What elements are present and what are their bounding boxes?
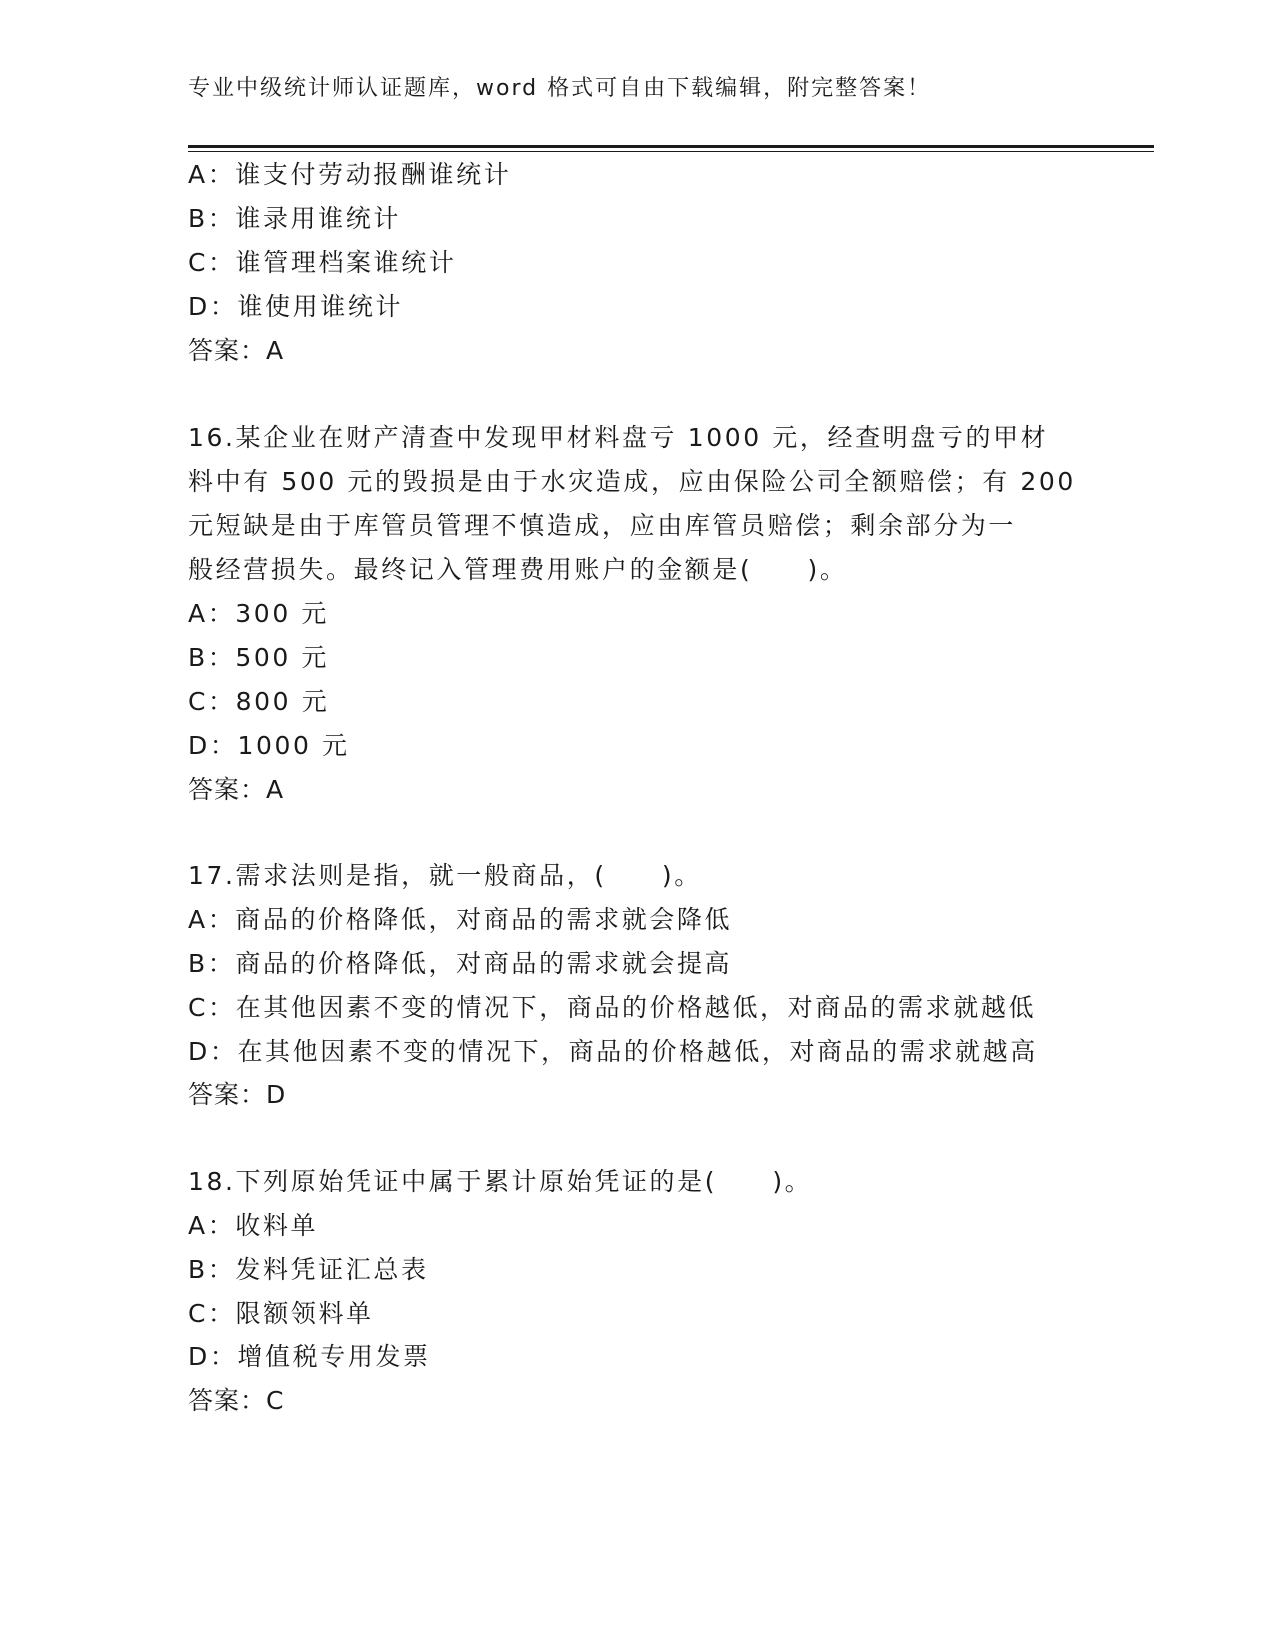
q17-option-a: A：商品的价格降低，对商品的需求就会降低 — [188, 905, 733, 934]
q16-answer: 答案：A — [188, 775, 285, 804]
q15-option-d: D：谁使用谁统计 — [188, 292, 404, 321]
q15-option-c: C：谁管理档案谁统计 — [188, 248, 457, 277]
header-rule-thick — [188, 145, 1154, 148]
q15-answer: 答案：A — [188, 336, 285, 365]
q16-stem-line-4: 般经营损失。最终记入管理费用账户的金额是( )。 — [188, 555, 848, 584]
q16-option-a: A：300 元 — [188, 599, 329, 628]
header-rule-thin — [188, 151, 1154, 152]
q17-stem: 17.需求法则是指，就一般商品，( )。 — [188, 861, 702, 890]
page-header: 专业中级统计师认证题库，word 格式可自由下载编辑，附完整答案！ — [188, 76, 932, 101]
q17-option-b: B：商品的价格降低，对商品的需求就会提高 — [188, 949, 733, 978]
q16-stem-line-2: 料中有 500 元的毁损是由于水灾造成，应由保险公司全额赔偿；有 200 — [188, 467, 1076, 496]
q18-option-a: A：收料单 — [188, 1211, 319, 1240]
q17-option-d: D：在其他因素不变的情况下，商品的价格越低，对商品的需求就越高 — [188, 1037, 1038, 1066]
q16-option-b: B：500 元 — [188, 643, 330, 672]
q18-option-d: D：增值税专用发票 — [188, 1342, 431, 1371]
q15-option-a: A：谁支付劳动报酬谁统计 — [188, 160, 512, 189]
q18-answer: 答案：C — [188, 1386, 285, 1415]
q17-answer: 答案：D — [188, 1080, 287, 1109]
q16-stem-line-3: 元短缺是由于库管员管理不慎造成，应由库管员赔偿；剩余部分为一 — [188, 511, 1017, 540]
q16-option-d: D：1000 元 — [188, 731, 350, 760]
q18-stem: 18.下列原始凭证中属于累计原始凭证的是( )。 — [188, 1167, 813, 1196]
q15-option-b: B：谁录用谁统计 — [188, 204, 401, 233]
q16-stem-line-1: 16.某企业在财产清查中发现甲材料盘亏 1000 元，经查明盘亏的甲材 — [188, 423, 1049, 452]
q18-option-c: C：限额领料单 — [188, 1299, 374, 1328]
q18-option-b: B：发料凭证汇总表 — [188, 1255, 429, 1284]
q17-option-c: C：在其他因素不变的情况下，商品的价格越低，对商品的需求就越低 — [188, 993, 1037, 1022]
q16-option-c: C：800 元 — [188, 687, 330, 716]
